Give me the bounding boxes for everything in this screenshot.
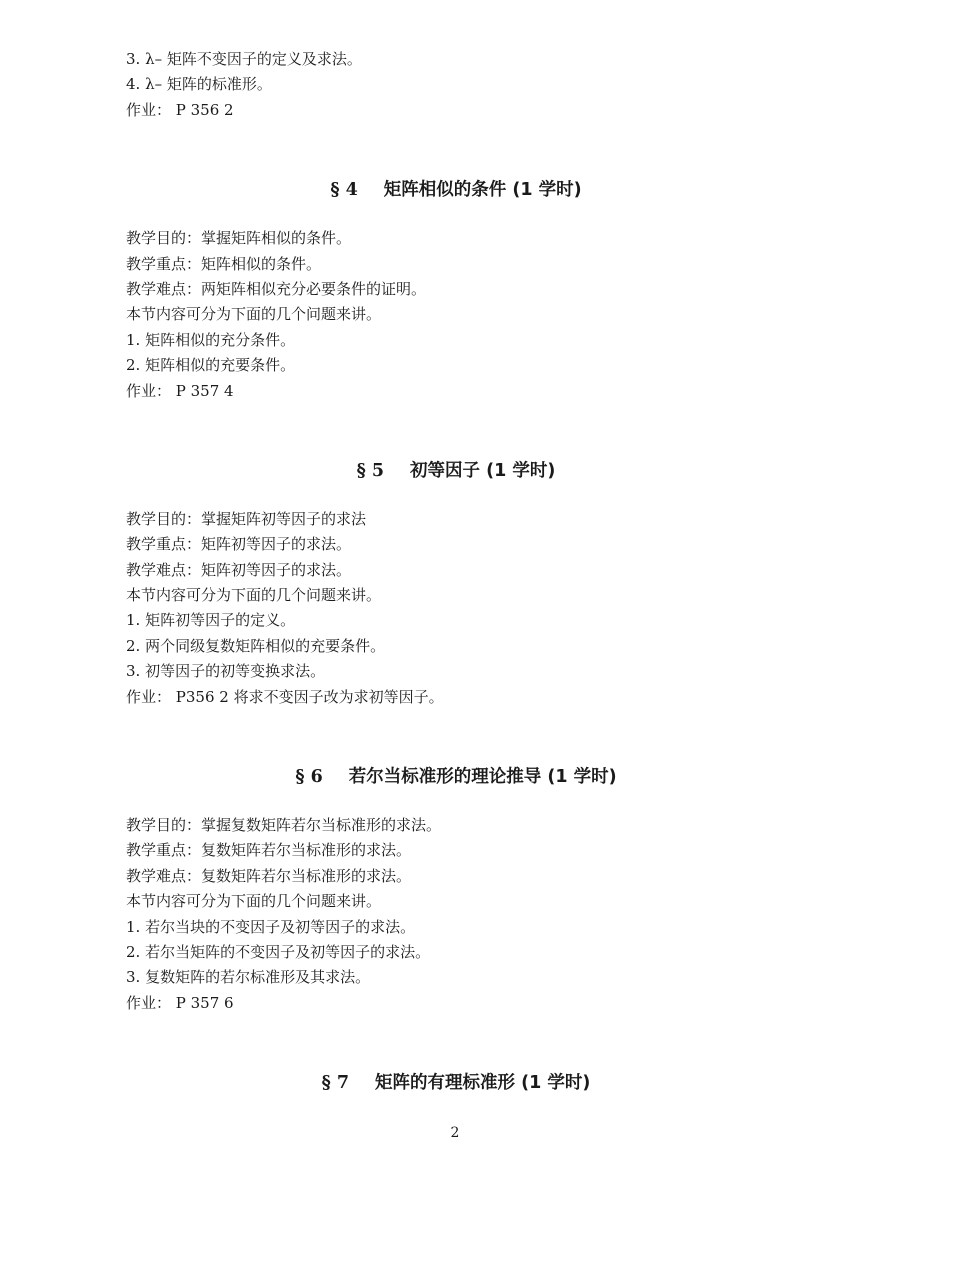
- list-item: 2. 若尔当矩阵的不变因子及初等因子的求法。: [126, 942, 431, 961]
- section-intro: 本节内容可分为下面的几个问题来讲。: [126, 586, 382, 605]
- list-item: 1. 若尔当块的不变因子及初等因子的求法。: [126, 917, 416, 936]
- list-item: 3. λ– 矩阵不变因子的定义及求法。: [126, 50, 362, 68]
- teaching-difficulty: 教学难点：矩阵初等因子的求法。: [126, 560, 352, 579]
- section-intro: 本节内容可分为下面的几个问题来讲。: [126, 305, 382, 324]
- section-number: § 7: [321, 1073, 350, 1094]
- section-title: 初等因子 (1 学时): [410, 460, 556, 481]
- list-item: 2. 两个同级复数矩阵相似的充要条件。: [126, 636, 386, 655]
- section-intro: 本节内容可分为下面的几个问题来讲。: [126, 892, 382, 911]
- teaching-focus: 教学重点：矩阵相似的条件。: [126, 254, 322, 273]
- homework-line: 作业： P356 2 将求不变因子改为求初等因子。: [126, 687, 444, 706]
- section-heading: [126, 175, 786, 205]
- page-content: [126, 47, 786, 1098]
- homework-line: 作业： P 356 2: [126, 100, 234, 119]
- list-item: 1. 矩阵初等因子的定义。: [126, 611, 296, 630]
- teaching-goal: 教学目的：掌握矩阵相似的条件。: [126, 229, 352, 248]
- section-heading: [126, 762, 786, 792]
- teaching-difficulty: 教学难点：两矩阵相似充分必要条件的证明。: [126, 279, 427, 298]
- list-item: 2. 矩阵相似的充要条件。: [126, 356, 296, 375]
- teaching-difficulty: 教学难点：复数矩阵若尔当标准形的求法。: [126, 866, 412, 885]
- list-item: 3. 复数矩阵的若尔标准形及其求法。: [126, 968, 371, 987]
- homework-line: 作业： P 357 4: [126, 381, 234, 400]
- teaching-goal: 教学目的：掌握复数矩阵若尔当标准形的求法。: [126, 816, 442, 835]
- section-title: 矩阵相似的条件 (1 学时): [383, 180, 582, 201]
- section-number: § 6: [295, 767, 323, 788]
- homework-line: 作业： P 357 6: [126, 993, 234, 1012]
- teaching-goal: 教学目的：掌握矩阵初等因子的求法: [126, 509, 367, 528]
- section-heading: [126, 456, 786, 486]
- teaching-focus: 教学重点：矩阵初等因子的求法。: [126, 535, 352, 554]
- section-number: § 4: [330, 180, 358, 201]
- section-heading: [126, 1068, 786, 1098]
- section-title: 矩阵的有理标准形 (1 学时): [375, 1073, 591, 1094]
- section-title: 若尔当标准形的理论推导 (1 学时): [348, 767, 617, 788]
- section-number: § 5: [356, 460, 385, 481]
- teaching-focus: 教学重点：复数矩阵若尔当标准形的求法。: [126, 841, 412, 860]
- list-item: 1. 矩阵相似的充分条件。: [126, 330, 296, 349]
- page-number: 2: [450, 1125, 460, 1141]
- list-item: 3. 初等因子的初等变换求法。: [126, 662, 326, 681]
- list-item: 4. λ– 矩阵的标准形。: [126, 75, 272, 94]
